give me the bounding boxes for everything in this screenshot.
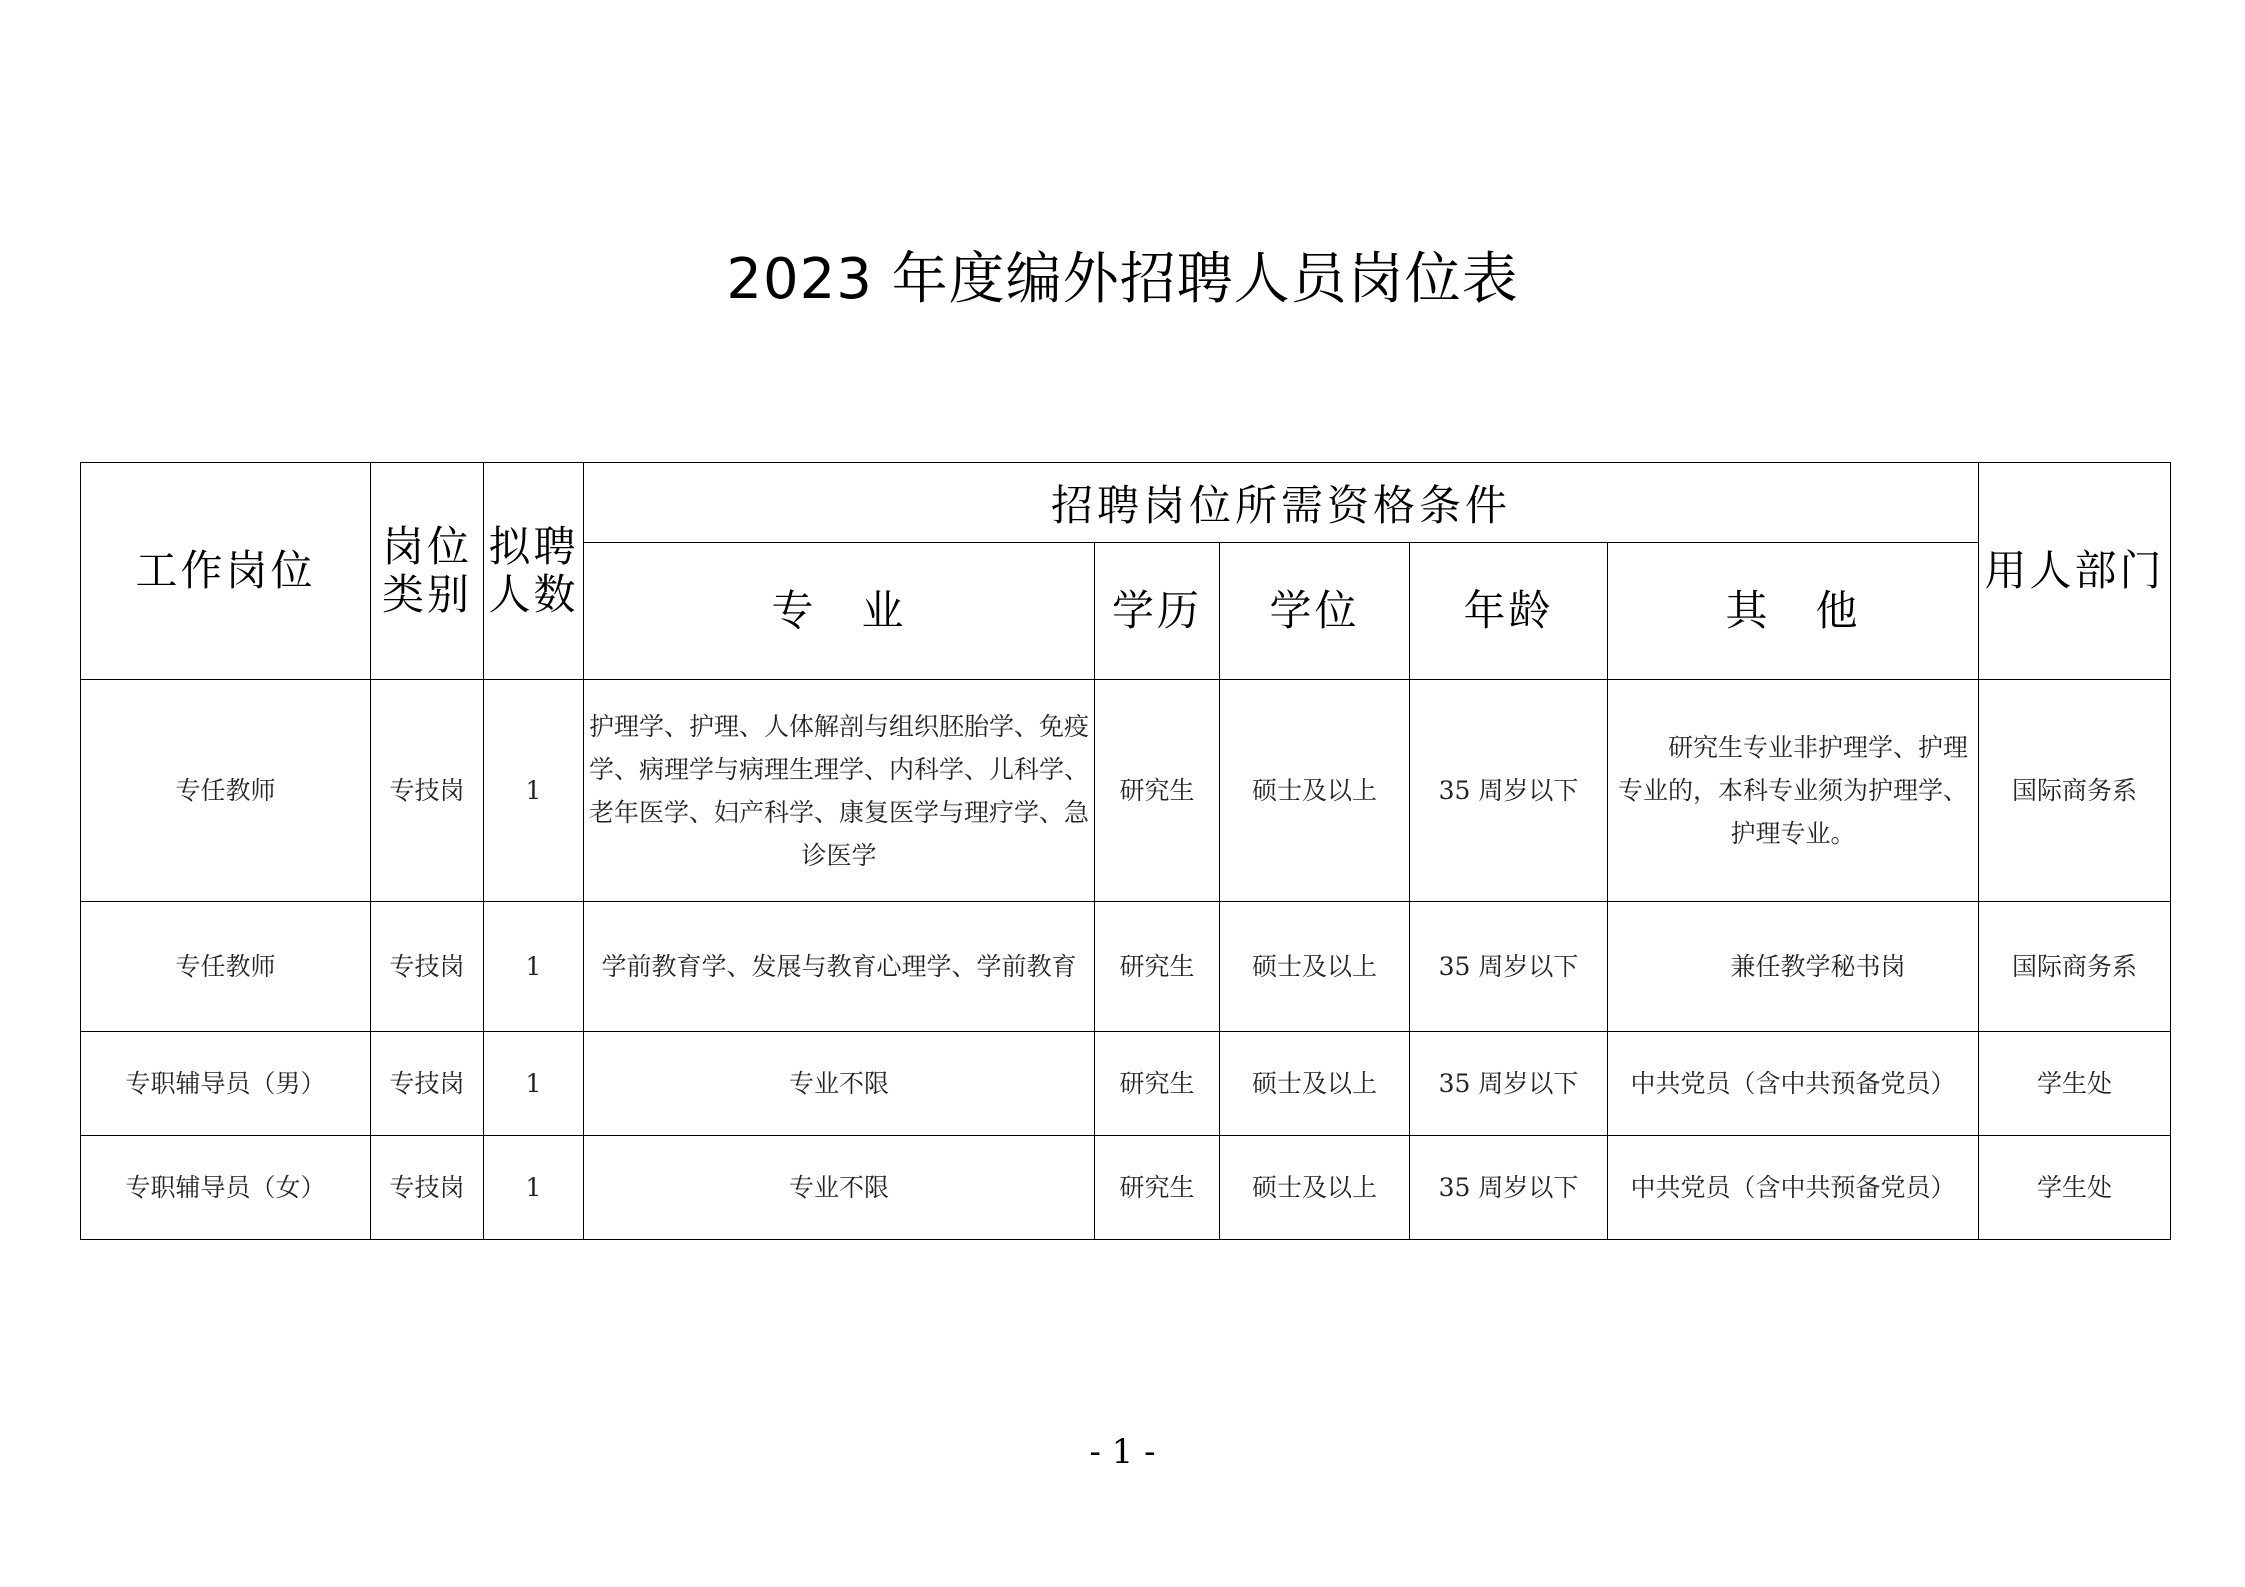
cell-count: 1: [484, 902, 584, 1032]
cell-education: 研究生: [1095, 680, 1220, 902]
cell-major: 学前教育学、发展与教育心理学、学前教育: [584, 902, 1095, 1032]
cell-education: 研究生: [1095, 1136, 1220, 1240]
cell-department: 国际商务系: [1979, 902, 2171, 1032]
header-count: [484, 463, 584, 680]
cell-degree: 硕士及以上: [1220, 1136, 1410, 1240]
cell-other-text: 兼任教学秘书岗: [1730, 952, 1906, 981]
table-row: [81, 902, 2171, 1032]
cell-department: 学生处: [1979, 1136, 2171, 1240]
cell-department: 国际商务系: [1979, 680, 2171, 902]
cell-degree: 硕士及以上: [1220, 902, 1410, 1032]
header-count-text: 拟聘人数: [488, 522, 579, 619]
cell-age: 35 周岁以下: [1410, 1032, 1608, 1136]
cell-other: [1608, 680, 1979, 902]
cell-category: 专技岗: [371, 1136, 484, 1240]
cell-other: 中共党员（含中共预备党员）: [1608, 1136, 1979, 1240]
table-row: [81, 680, 2171, 902]
header-degree: 学位: [1220, 543, 1410, 680]
header-department: 用人部门: [1979, 463, 2171, 680]
cell-other: [1608, 902, 1979, 1032]
cell-age: 35 周岁以下: [1410, 1136, 1608, 1240]
table-row: [81, 1032, 2171, 1136]
cell-position: 专任教师: [81, 680, 371, 902]
cell-category: 专技岗: [371, 680, 484, 902]
cell-major: 专业不限: [584, 1136, 1095, 1240]
cell-major: 护理学、护理、人体解剖与组织胚胎学、免疫学、病理学与病理生理学、内科学、儿科学、老年医学、妇产科学、康复医学与理疗学、急诊医学: [584, 680, 1095, 902]
header-row-top: [81, 463, 2171, 543]
cell-position: 专职辅导员（女）: [81, 1136, 371, 1240]
header-position: 工作岗位: [81, 463, 371, 680]
header-category-text: 岗位类别: [381, 522, 472, 619]
job-table: [80, 462, 2171, 1240]
cell-degree: 硕士及以上: [1220, 680, 1410, 902]
cell-position: 专职辅导员（男）: [81, 1032, 371, 1136]
header-major: 专 业: [584, 543, 1095, 680]
cell-count: 1: [484, 680, 584, 902]
cell-category: 专技岗: [371, 902, 484, 1032]
cell-age: 35 周岁以下: [1410, 902, 1608, 1032]
cell-education: 研究生: [1095, 902, 1220, 1032]
cell-count: 1: [484, 1136, 584, 1240]
cell-position: 专任教师: [81, 902, 371, 1032]
cell-category: 专技岗: [371, 1032, 484, 1136]
cell-other: 中共党员（含中共预备党员）: [1608, 1032, 1979, 1136]
page-number: - 1 -: [1089, 1432, 1156, 1472]
cell-degree: 硕士及以上: [1220, 1032, 1410, 1136]
cell-age: 35 周岁以下: [1410, 680, 1608, 902]
header-age: 年龄: [1410, 543, 1608, 680]
cell-major: 专业不限: [584, 1032, 1095, 1136]
cell-count: 1: [484, 1032, 584, 1136]
header-category: [371, 463, 484, 680]
table-row: [81, 1136, 2171, 1240]
cell-department: 学生处: [1979, 1032, 2171, 1136]
header-education: 学历: [1095, 543, 1220, 680]
header-other: 其 他: [1608, 543, 1979, 680]
document-title: 2023 年度编外招聘人员岗位表: [726, 247, 1519, 312]
cell-other-text: 研究生专业非护理学、护理专业的，本科专业须为护理学、护理专业。: [1617, 733, 1968, 848]
header-qualifications: 招聘岗位所需资格条件: [584, 463, 1979, 543]
cell-education: 研究生: [1095, 1032, 1220, 1136]
